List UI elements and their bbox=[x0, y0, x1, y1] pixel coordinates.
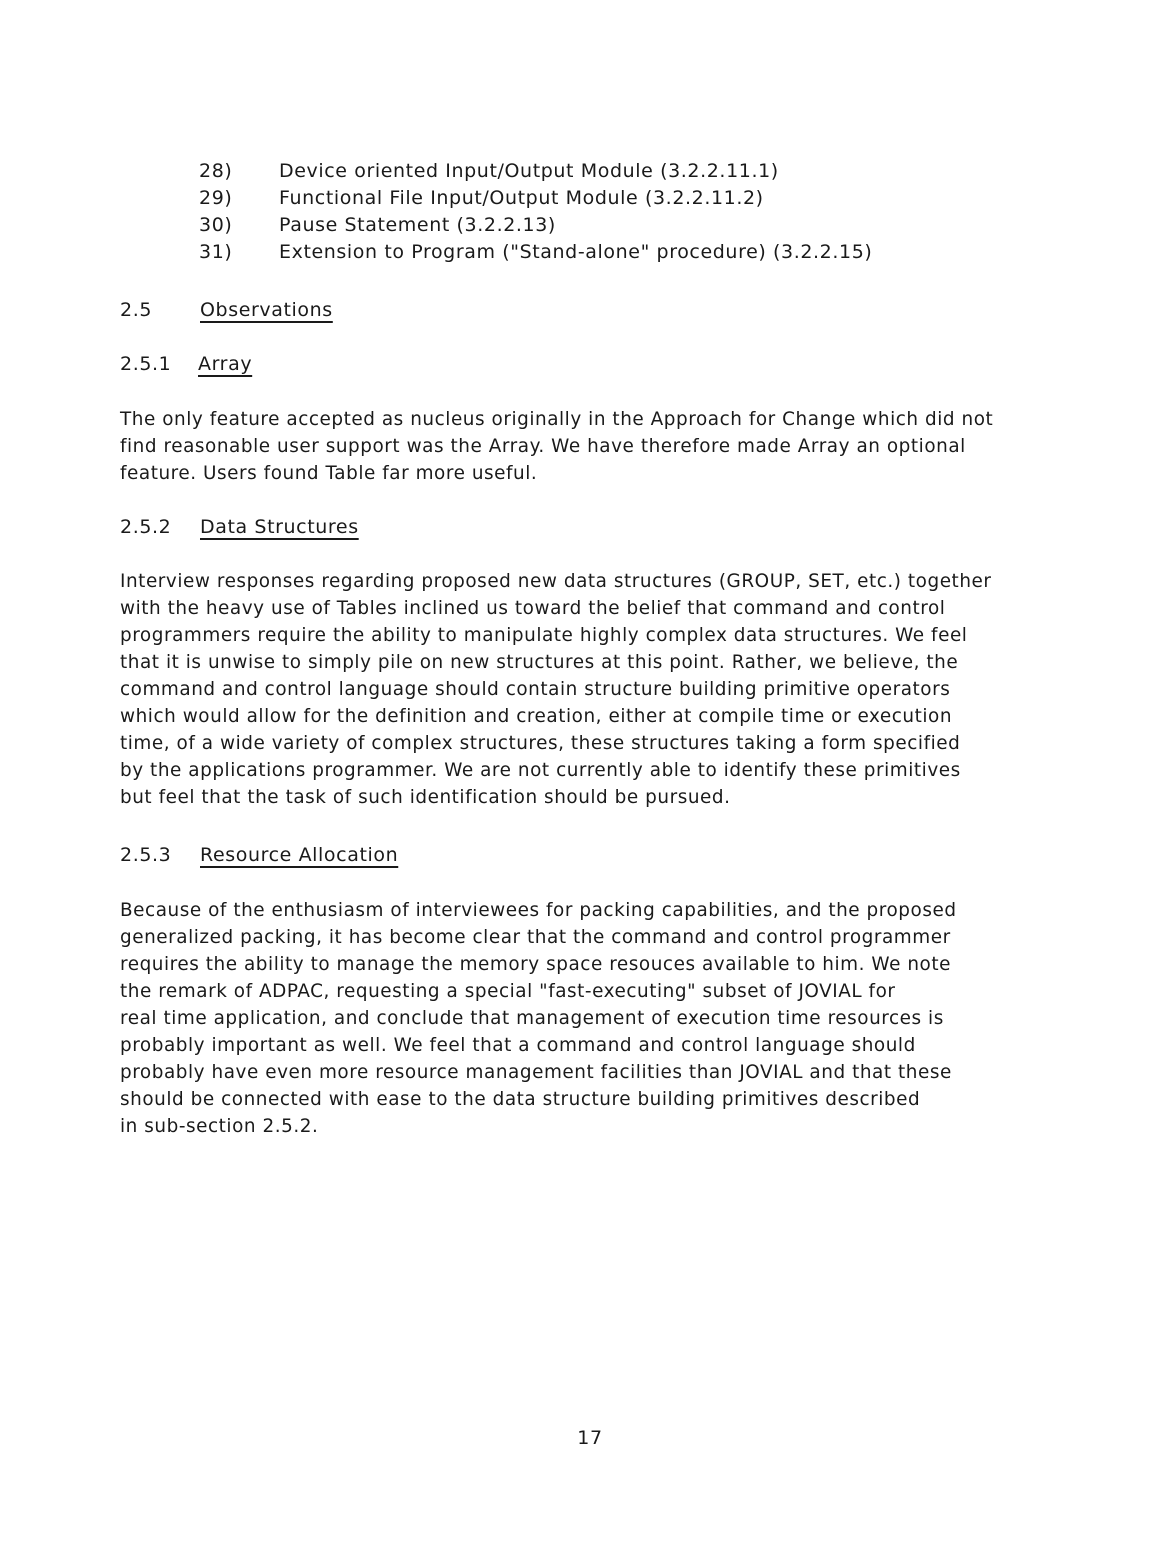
paragraph-line: with the heavy use of Tables inclined us toward the belief that command and control bbox=[120, 598, 946, 619]
paragraph-line: probably important as well. We feel that a command and control language should bbox=[120, 1035, 916, 1056]
paragraph-line: Interview responses regarding proposed new data structures (GROUP, SET, etc.) together bbox=[120, 571, 992, 592]
section-number: 2.5.2 bbox=[120, 516, 172, 538]
paragraph-resource-allocation bbox=[120, 897, 1050, 1140]
paragraph-line: should be connected with ease to the data structure building primitives described bbox=[120, 1089, 921, 1110]
paragraph-line: the remark of ADPAC, requesting a special "fast-executing" subset of JOVIAL for bbox=[120, 981, 896, 1002]
paragraph-line: that it is unwise to simply pile on new structures at this point. Rather, we believe, the bbox=[120, 652, 959, 673]
section-heading-observations bbox=[120, 297, 333, 323]
list-item bbox=[199, 158, 1099, 185]
section-number: 2.5 bbox=[120, 299, 153, 321]
paragraph-line: in sub-section 2.5.2. bbox=[120, 1116, 319, 1137]
list-item-number: 28) bbox=[199, 160, 233, 182]
paragraph-line: generalized packing, it has become clear that the command and control programmer bbox=[120, 927, 951, 948]
list-item-number: 29) bbox=[199, 187, 233, 209]
list-item-text: Device oriented Input/Output Module (3.2.2.11.1) bbox=[279, 160, 779, 182]
list-item-number: 30) bbox=[199, 214, 233, 236]
section-heading-array bbox=[120, 351, 253, 377]
section-title: Array bbox=[198, 353, 253, 375]
section-title: Data Structures bbox=[200, 516, 359, 538]
section-title: Observations bbox=[200, 299, 333, 321]
paragraph-line: feature. Users found Table far more useful. bbox=[120, 463, 538, 484]
paragraph-line: requires the ability to manage the memory space resouces available to him. We note bbox=[120, 954, 951, 975]
paragraph-line: real time application, and conclude that management of execution time resources is bbox=[120, 1008, 944, 1029]
paragraph-line: Because of the enthusiasm of interviewees for packing capabilities, and the proposed bbox=[120, 900, 957, 921]
paragraph-data-structures bbox=[120, 568, 1050, 811]
paragraph-line: probably have even more resource management facilities than JOVIAL and that these bbox=[120, 1062, 952, 1083]
list-item bbox=[199, 239, 1099, 266]
list-item-text: Functional File Input/Output Module (3.2.2.11.2) bbox=[279, 187, 764, 209]
paragraph-line: time, of a wide variety of complex structures, these structures taking a form specified bbox=[120, 733, 961, 754]
paragraph-line: programmers require the ability to manipulate highly complex data structures. We feel bbox=[120, 625, 968, 646]
list-item-text: Pause Statement (3.2.2.13) bbox=[279, 214, 556, 236]
section-number: 2.5.1 bbox=[120, 353, 172, 375]
paragraph-line: which would allow for the definition and creation, either at compile time or execution bbox=[120, 706, 953, 727]
paragraph-line: The only feature accepted as nucleus originally in the Approach for Change which did not bbox=[120, 409, 994, 430]
section-heading-resource-allocation bbox=[120, 842, 399, 868]
paragraph-line: by the applications programmer. We are not currently able to identify these primitives bbox=[120, 760, 961, 781]
numbered-list bbox=[199, 158, 1099, 266]
list-item-text: Extension to Program ("Stand-alone" procedure) (3.2.2.15) bbox=[279, 241, 873, 263]
section-title: Resource Allocation bbox=[200, 844, 399, 866]
page-number: 17 bbox=[577, 1427, 603, 1449]
list-item bbox=[199, 212, 1099, 239]
list-item bbox=[199, 185, 1099, 212]
paragraph-array bbox=[120, 406, 1050, 487]
list-item-number: 31) bbox=[199, 241, 233, 263]
paragraph-line: but feel that the task of such identification should be pursued. bbox=[120, 787, 731, 808]
section-heading-data-structures bbox=[120, 514, 359, 540]
paragraph-line: find reasonable user support was the Array. We have therefore made Array an optional bbox=[120, 436, 966, 457]
section-number: 2.5.3 bbox=[120, 844, 172, 866]
paragraph-line: command and control language should contain structure building primitive operators bbox=[120, 679, 951, 700]
